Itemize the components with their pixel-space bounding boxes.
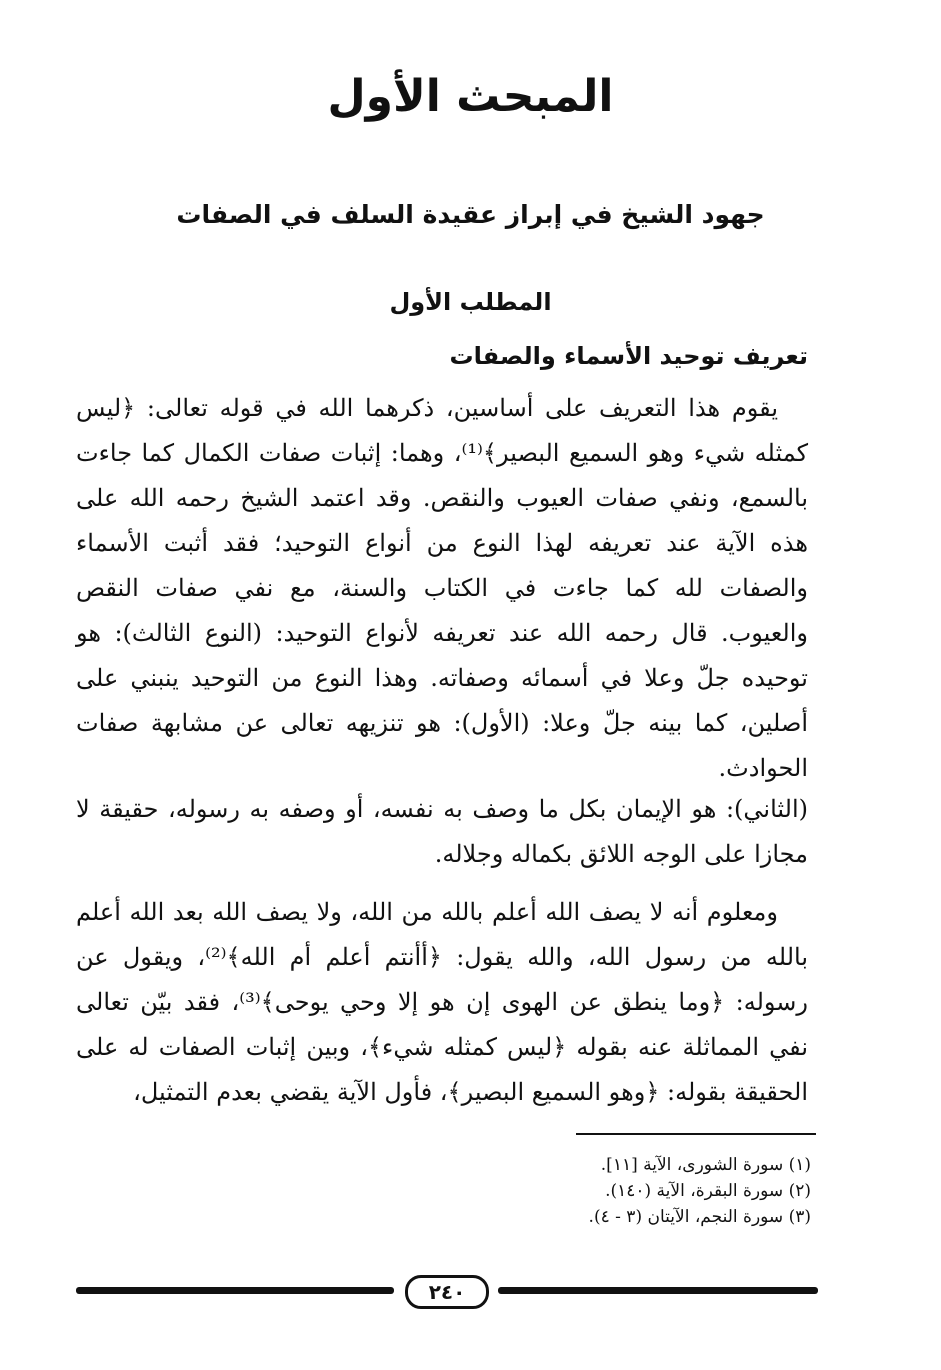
chapter-subtitle: جهود الشيخ في إبراز عقيدة السلف في الصفات	[176, 200, 765, 229]
footnote-1: (١) سورة الشورى، الآية [١١].	[600, 1155, 811, 1175]
page-number-bar	[76, 1275, 818, 1307]
paragraph-3: ومعلوم أنه لا يصف الله أعلم بالله من الله، ولا يصف الله بعد الله أعلم بالله من رسول الله، والله يقول: ﴿أأنتم أعلم أم الله﴾⁽²⁾، ويقول عن رسوله: ﴿وما ينطق عن الهوى إن هو إلا وحي يوحى﴾⁽³⁾، فقد بيّن تعالى نفي المماثلة عنه بقوله ﴿ليس كمثله شيء﴾، وبين إثبات الصفات له على الحقيقة بقوله: ﴿وهو السميع البصير﴾، فأول الآية يقضي بعدم التمثيل،	[76, 898, 809, 1106]
page-bar-right-line	[498, 1287, 818, 1294]
footnote-3: (٣) سورة النجم، الآيتان (٣ - ٤).	[588, 1207, 811, 1227]
section-title: المطلب الأول	[389, 288, 552, 316]
paragraph-1: يقوم هذا التعريف على أساسين، ذكرهما الله في قوله تعالى: ﴿ليس كمثله شيء وهو السميع البصير﴾⁽¹⁾، وهما: إثبات صفات الكمال كما جاءت بالسمع، ونفي صفات العيوب والنقص. وقد اعتمد الشيخ رحمه الله على هذه الآية عند تعريفه لهذا النوع من أنواع التوحيد؛ فقد أثبت الأسماء والصفات لله كما جاءت في الكتاب والسنة، مع نفي صفات النقص والعيوب. قال رحمه الله عند تعريفه لأنواع التوحيد: (النوع الثالث): هو توحيده جلّ وعلا في أسمائه وصفاته. وهذا النوع من التوحيد ينبني على أصلين، كما بينه جلّ وعلا: (الأول): هو تنزيهه تعالى عن مشابهة صفات الحوادث.	[76, 394, 809, 782]
paragraph-2: (الثاني): هو الإيمان بكل ما وصف به نفسه، أو وصفه به رسوله، حقيقة لا مجازا على الوجه اللائق بكماله وجلاله.	[76, 795, 808, 868]
page-bar-left-line	[76, 1287, 394, 1294]
footnote-separator	[576, 1133, 816, 1135]
footnotes-list	[111, 1152, 811, 1230]
page-number: ٢٤٠	[405, 1275, 489, 1309]
section-heading: تعريف توحيد الأسماء والصفات	[449, 342, 808, 370]
chapter-title: المبحث الأول	[327, 71, 614, 122]
footnote-2: (٢) سورة البقرة، الآية (١٤٠).	[605, 1181, 811, 1201]
